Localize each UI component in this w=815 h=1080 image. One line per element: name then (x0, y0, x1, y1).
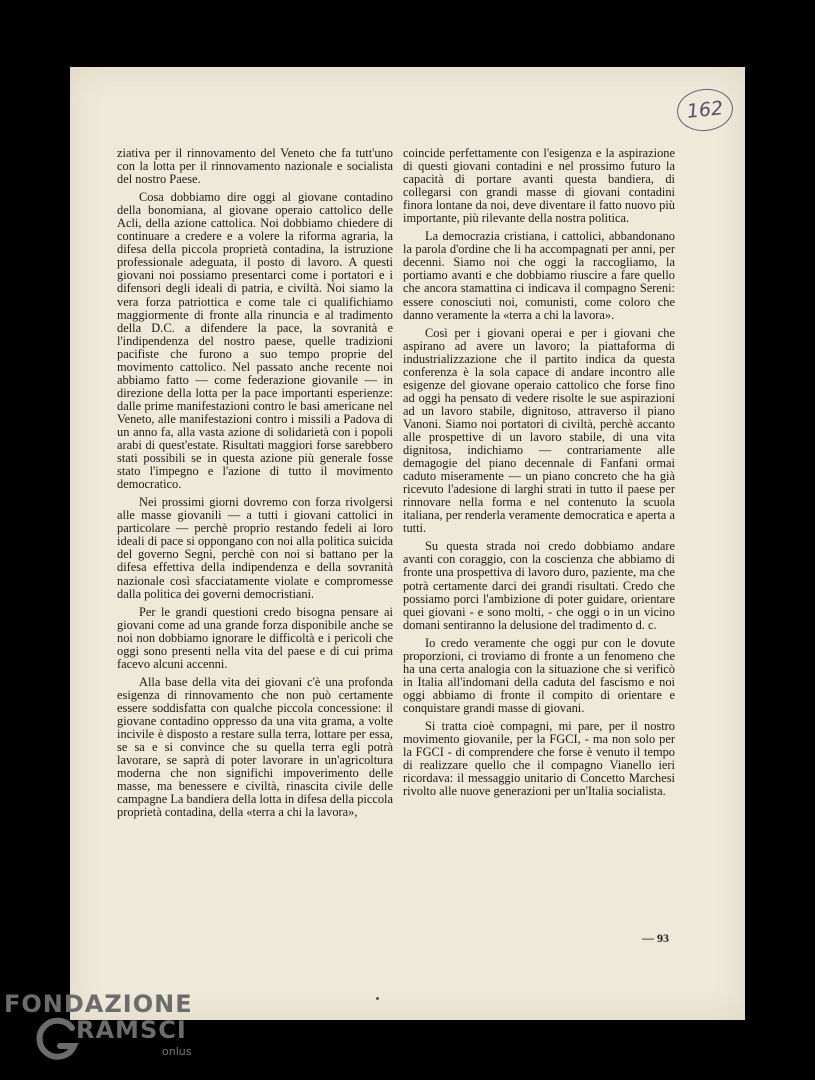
paragraph: Cosa dobbiamo dire oggi al giovane contadino della bonomiana, al giovane operaio cattolico delle Acli, della azione cattolica. Noi dobbiamo chiedere di continuare a credere e a volere la riforma agraria, la difesa della piccola proprietà contadina, la istruzione professionale adeguata, il posto di lavoro. A questi giovani noi possiamo presentarci come i portatori e i difensori degli ideali di patria, e civiltà. Noi siamo la vera forza patriottica e come tale ci qualifichiamo maggiormente di fronte alla rinuncia e al tradimento della D.C. a difendere la pace, la sovranità e l'indipendenza del nostro paese, quelle tradizioni pacifiste che furono a suo tempo proprie del movimento cattolico. Nel passato anche recente noi abbiamo fatto — come federazione giovanile — in direzione della lotta per la pace importanti esperienze: dalle prime manifestazioni contro le basi americane nel Veneto, alle manifestazioni contro i missili a Padova di un anno fa, alla vasta azione di solidarietà con i popoli arabi di quest'estate. Risultati maggiori forse sarebbero stati possibili se in questa azione più generale fosse stato l'impegno e l'azione di tutto il movimento democratico. (117, 190, 393, 492)
document-page (70, 67, 745, 1020)
left-text-column (117, 147, 393, 824)
paragraph: La democrazia cristiana, i cattolici, abbandonano la parola d'ordine che li ha accompagnati per anni, per decenni. Siamo noi che oggi la raccogliamo, la portiamo avanti e che dobbiamo riuscire a fare quello che ancora stamattina ci indicava il compagno Sereni: essere conosciuti noi, comunisti, come coloro che danno veramente la «terra a chi la lavora». (403, 229, 675, 322)
paragraph: coincide perfettamente con l'esigenza e la aspirazione di questi giovani contadini e nel prossimo futuro la capacità di portare avanti questa bandiera, di collegarsi con grandi masse di giovani contadini finora lontane da noi, deve diventare il fatto nuovo più importante, più rilevante della nostra politica. (403, 146, 675, 226)
paragraph: Per le grandi questioni credo bisogna pensare ai giovani come ad una grande forza disponibile anche se noi non dobbiamo ignorare le difficoltà e i pericoli che oggi sono presenti nella vita del paese e di cui prima facevo alcuni accenni. (117, 604, 393, 671)
archive-number-stamp: 162 (675, 86, 735, 134)
right-text-column (403, 147, 675, 803)
paragraph: Si tratta cioè compagni, mi pare, per il nostro movimento giovanile, per la FGCI, - ma non solo per la FGCI - di comprendere che forse è venuto il tempo di realizzare quello che il compagno Vianello ieri ricordava: il messaggio unitario di Concetto Marchesi rivolto alle nuove generazioni per un'Italia socialista. (403, 718, 675, 799)
paragraph: Io credo veramente che oggi pur con le dovute proporzioni, ci troviamo di fronte a un fenomeno che ha una certa analogia con la situazione che si verificò in Italia all'indomani della caduta del fascismo e noi oggi abbiamo di fronte il compito di orientare e conquistare grandi masse di giovani. (403, 635, 675, 715)
paper-speck (376, 997, 379, 1000)
watermark-line-1: FONDAZIONE (4, 990, 193, 1018)
g-logo-icon (34, 1016, 80, 1062)
watermark-line-3: onlus (162, 1045, 192, 1058)
paragraph: Alla base della vita dei giovani c'è una profonda esigenza di rinnovamento che non può certamente essere soddisfatta con qualche piccola concessione: il giovane contadino oppresso da una vita grama, a volte incivile è disposto a restare sulla terra, lottare per essa, se sa e si convince che su quella terra egli potrà lavorare, se saprà di poter lavorare in un'agricoltura moderna che non significhi impoverimento delle masse, ma benessere e civiltà, rinascita civile delle campagne La bandiera della lotta in difesa della piccola proprietà contadina, della «terra a chi la lavora», (117, 674, 393, 820)
page-number: — 93 (642, 931, 669, 945)
paragraph: Così per i giovani operai e per i giovani che aspirano ad avere un lavoro; la piattaforma di industrializzazione che il partito indica da questa conferenza è la sola capace di andare incontro alle esigenze del giovane operaio cattolico che forse fino ad oggi ha pensato di vedere risolte le sue aspirazioni ad un lavoro stabile, dignitoso, attraverso il piano Vanoni. Siamo noi portatori di civiltà, perchè accanto alle prospettive di un lavoro stabile, di una vita dignitosa, indichiamo — contrariamente alle demagogie del piano decennale di Fanfani ormai caduto miseramente — un piano concreto che ha già ricevuto l'adesione di larghi strati in tutto il paese per rinnovare nella forma e nel contenuto la scuola italiana, per renderla veramente democratica e aperta a tutti. (403, 325, 675, 536)
paragraph: Nei prossimi giorni dovremo con forza rivolgersi alle masse giovanili — a tutti i giovani cattolici in particolare — perchè proprio restando fedeli ai loro ideali di pace si oppongano con noi alla politica suicida del governo Segni, perchè con noi si battano per la difesa effettiva della indipendenza e della sovranità nazionale così sfacciatamente violate e compromesse dalla politica dei governi democristiani. (117, 495, 393, 601)
paragraph: ziativa per il rinnovamento del Veneto che fa tutt'uno con la lotta per il rinnovamento nazionale e socialista del nostro Paese. (117, 146, 393, 187)
paragraph: Su questa strada noi credo dobbiamo andare avanti con coraggio, con la coscienza che abbiamo di fronte una prospettiva di lavoro duro, paziente, ma che potrà certamente darci dei grandi risultati. Credo che possiamo porci l'ambizione di poter guidare, orientare quei giovani - e sono molti, - che oggi o in un vicino domani sentiranno la delusione del tradimento d. c. (403, 539, 675, 632)
watermark-logo (4, 990, 204, 1075)
watermark-line-2: RAMSCI (76, 1016, 187, 1044)
